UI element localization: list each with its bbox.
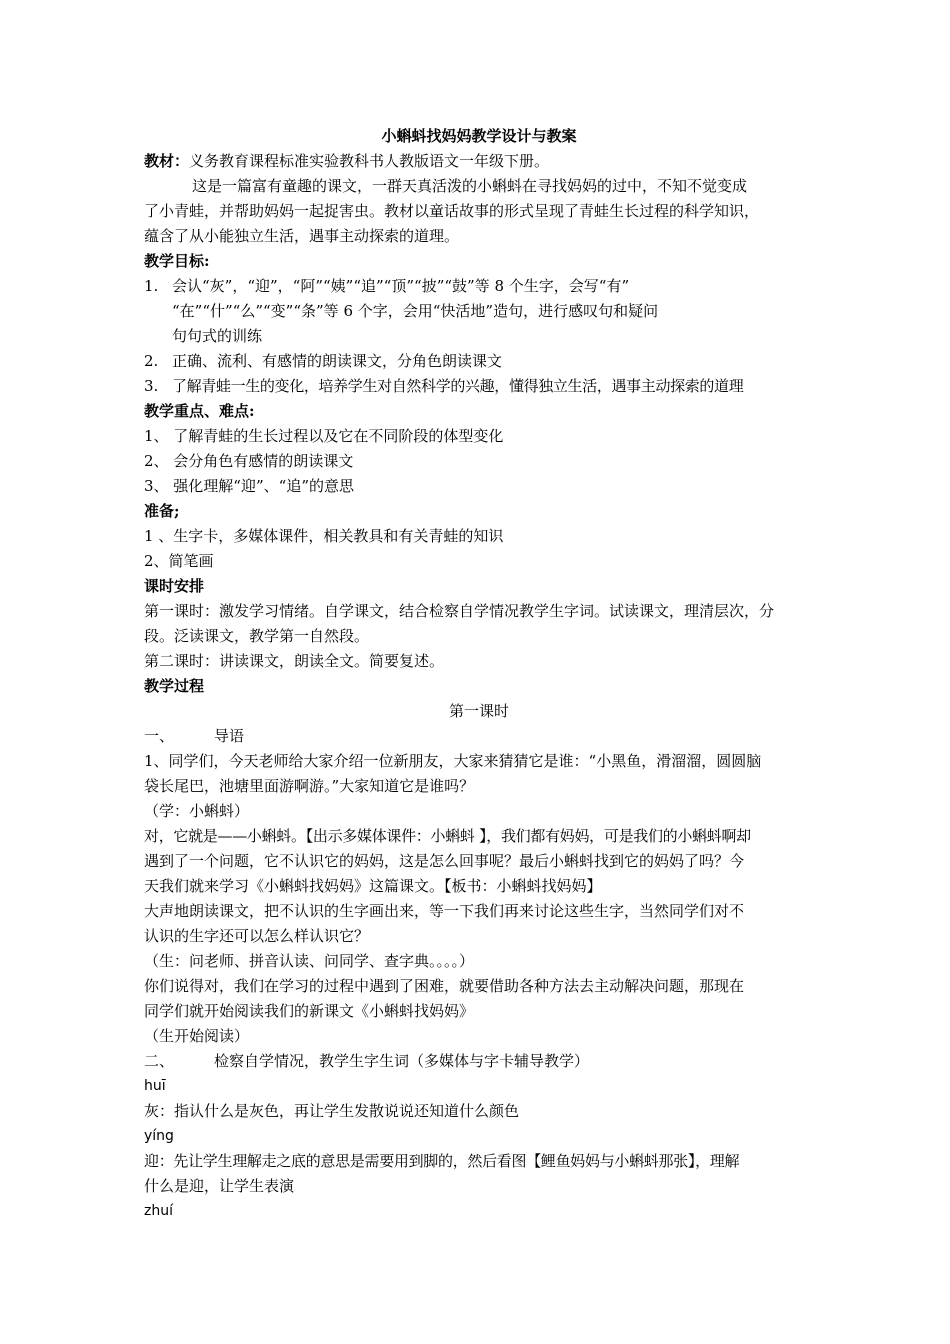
goal-text: 句句式的训练 <box>172 327 263 345</box>
prep-item: 2、简笔画 <box>144 552 214 570</box>
material-line <box>144 149 814 174</box>
paragraph-line: 同学们就开始阅读我们的新课文《小蝌蚪找妈妈》 <box>144 1002 475 1020</box>
goal-text: 正确、流利、有感情的朗读课文，分角色朗读课文 <box>172 352 503 370</box>
paragraph-line: 你们说得对，我们在学习的过程中遇到了困难，就要借助各种方法去主动解决问题，那现在 <box>144 977 745 995</box>
section-title: 导语 <box>214 727 245 745</box>
paragraph-line: 对，它就是——小蝌蚪。【出示多媒体课件：小蝌蚪 】，我们都有妈妈，可是我们的小蝌蚪啊却 <box>144 827 751 845</box>
section-heading <box>144 1049 814 1074</box>
paragraph-line: 袋长尾巴，池塘里面游啊游。”大家知道它是谁吗？ <box>144 777 475 795</box>
process-heading: 教学过程 <box>144 677 205 695</box>
section-heading <box>144 724 814 749</box>
keypoint-item: 2、 会分角色有感情的朗读课文 <box>144 452 354 470</box>
lesson-heading: 第一课时 <box>448 702 509 720</box>
goal-number: 1. <box>144 277 159 295</box>
paragraph-line: 认识的生字还可以怎么样认识它？ <box>144 927 370 945</box>
keypoint-item: 1、 了解青蛙的生长过程以及它在不同阶段的体型变化 <box>144 427 504 445</box>
character-note: 灰：指认什么是灰色，再让学生发散说说还知道什么颜色 <box>144 1102 520 1120</box>
paragraph-line: 天我们就来学习《小蝌蚪找妈妈》这篇课文。【板书：小蝌蚪找妈妈】 <box>144 877 602 895</box>
pinyin-annotation: yíng <box>144 1128 174 1144</box>
goal-item <box>144 349 814 374</box>
character-note: 什么是迎，让学生表演 <box>144 1177 295 1195</box>
goals-heading: 教学目标: <box>144 252 210 270</box>
schedule-line: 第二课时：讲读课文，朗读全文。简要复述。 <box>144 652 445 670</box>
pinyin-annotation: huī <box>144 1078 166 1094</box>
schedule-line: 段。泛读课文，教学第一自然段。 <box>144 627 370 645</box>
paragraph-line: （生：问老师、拼音认读、问同学、查字典。。。。） <box>144 952 475 970</box>
goal-item <box>144 374 814 399</box>
goal-text: 了解青蛙一生的变化，培养学生对自然科学的兴趣，懂得独立生活，遇事主动探索的道理 <box>172 377 744 395</box>
goal-item <box>144 274 814 349</box>
paragraph-line: （学：小蝌蚪） <box>144 802 250 820</box>
pinyin-annotation: zhuí <box>144 1203 173 1219</box>
paragraph-line: 遇到了一个问题，它不认识它的妈妈，这是怎么回事呢？最后小蝌蚪找到它的妈妈了吗？今 <box>144 852 745 870</box>
material-para-line: 蕴含了从小能独立生活，遇事主动探索的道理。 <box>144 227 460 245</box>
paragraph-line: 大声地朗读课文，把不认识的生字画出来，等一下我们再来讨论这些生字，当然同学们对不 <box>144 902 745 920</box>
document-title: 小蝌蚪找妈妈教学设计与教案 <box>381 127 577 145</box>
material-para-line: 了小青蛙，并帮助妈妈一起捉害虫。教材以童话故事的形式呈现了青蛙生长过程的科学知识， <box>144 202 760 220</box>
section-title: 检察自学情况，教学生字生词（多媒体与字卡辅导教学） <box>214 1052 590 1070</box>
material-para-line: 这是一篇富有童趣的课文，一群天真活泼的小蝌蚪在寻找妈妈的过中，不知不觉变成 <box>192 177 748 195</box>
goal-number: 2. <box>144 352 159 370</box>
schedule-heading: 课时安排 <box>144 577 205 595</box>
prep-item: 1 、生字卡，多媒体课件，相关教具和有关青蛙的知识 <box>144 527 504 545</box>
paragraph-line: （生开始阅读） <box>144 1027 250 1045</box>
document-page <box>144 124 814 1224</box>
goal-text: 会认“灰”，“迎”，“阿”“姨”“追”“顶”“披”“鼓”等 8 个生字，会写“有” <box>172 277 630 295</box>
goal-number: 3. <box>144 377 159 395</box>
character-note: 迎：先让学生理解走之底的意思是需要用到脚的，然后看图【鲤鱼妈妈与小蝌蚪那张】，理解 <box>144 1152 740 1170</box>
keypoint-item: 3、 强化理解“迎”、“追”的意思 <box>144 477 354 495</box>
prep-heading: 准备; <box>144 502 180 520</box>
section-number: 二、 <box>144 1052 175 1070</box>
material-text: 义务教育课程标准实验教科书人教版语文一年级下册。 <box>189 152 550 170</box>
section-number: 一、 <box>144 727 175 745</box>
paragraph-line: 1、同学们，今天老师给大家介绍一位新朋友，大家来猜猜它是谁：“小黑鱼，滑溜溜，圆圆脑 <box>144 752 762 770</box>
material-label: 教材： <box>144 152 190 170</box>
schedule-line: 第一课时：激发学习情绪。自学课文，结合检察自学情况教学生字词。试读课文，理清层次，分 <box>144 602 775 620</box>
goal-text: “在”“什”“么”“变”“条”等 6 个字，会用“快活地”造句，进行感叹句和疑问 <box>172 302 659 320</box>
keypoints-heading: 教学重点、难点: <box>144 402 255 420</box>
